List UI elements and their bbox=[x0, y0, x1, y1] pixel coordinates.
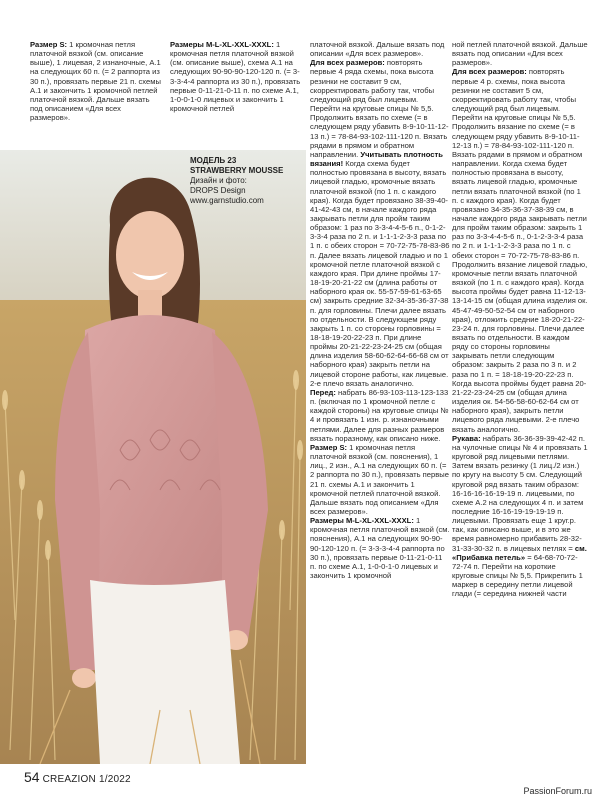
paragraph bbox=[310, 443, 450, 516]
paragraph-text: 1 кромочная петля платочной вязкой (см. описание выше), 1 лицевая, 2 изнаночные, А.1 на следующих 60 п. (= 2 раппорта из 30 п.), провязать первые 21 п. схемы А.1 и закончить 1 кромочной петлей платочной вязкой. Дальше вязать под описанием «Для всех размеров». bbox=[30, 40, 161, 123]
design-brand: DROPS Design bbox=[190, 186, 246, 195]
white-skirt bbox=[90, 580, 240, 764]
page-folio bbox=[24, 769, 131, 785]
paragraph-text: 1 кромочная петля платочной вязкой (см. описание выше), схема А.1 на следующих 90-90-90-120-120 п. (= 3-3-3-4-4 раппорта из 30 п.), провязать первые 0-11-21-0-11 п. по схеме А.1, 1-0-0-1-0 лицевых и закончить 1 кромочной петлей bbox=[170, 40, 301, 114]
site-watermark: PassionForum.ru bbox=[523, 786, 592, 796]
paragraph-text: повторять первые 4 ряда схемы, пока высота резинки не составит 9 см, скорректировать работу так, чтобы следующий ряд был лицевым. Перейти на круговые спицы № 5,5. Продолжить вязать по схеме (= в следующем ряду убавить 8-9-10-11-12-13 п.) = 78-84-93-102-111-120 п. Вязать рядами в прямом и обратном направлении. bbox=[310, 58, 449, 159]
paragraph-text: повторять первые 4 р. схемы, пока высота резинки не составит 5 см, скорректировать работу так, чтобы следующий ряд был лицевым. Перейти на круговые спицы № 5,5. Продолжить вязание по схеме (= в следующем ряду убавить 8-9-10-11-12-13 п.) = 78-84-93-102-111-120 п. Вязать рядами в прямом и обратном направлении. Когда схема будет полностью провязана в высоту, вязать лицевой гладью, кромочные петли вязать платочной вязкой (по 1 п. с каждого края). Когда будет провязано 34-35-36-37-38-39 см, в начале каждого ряда закрывать петли для пройм таким образом: закрыть 1 раз по 3-3-4-4-5-6 п., 0-1-2-3-3-4 раза по 2 п. и 1-1-1-2-3-3 раза по 1 п. с обеих сторон = 70-72-75-78-83-86 п. Продолжить вязание лицевой гладью, кромочные петли вязать платочной вязкой (по 1 п. с каждого края). Когда высота проймы будет равна 11-12-13-13-14-15 см (общая длина изделия ок. 45-47-49-50-52-54 см от наборного края), отложить средние 18-20-21-22-23-24 п. для горловины. Плечи далее вязать по отдельности. В каждом ряду со стороны горловины закрывать петли следующим образом: закрыть 2 раза по 3 п. и 2 раза по 1 п. = 18-18-19-20-22-23 п. Когда высота проймы будет равна 20-21-22-23-24-25 см (общая длина изделия ок. 54-56-58-60-62-64 см от наборного края), закрыть петли лицевого ряда лицевыми. 2-е плечо вязать аналогично. bbox=[452, 67, 588, 434]
photo-illustration bbox=[0, 150, 306, 764]
paragraph-text: 1 кромочная петля платочной вязкой (см. пояснения), А.1 на следующих 90-90-90-120-120 п. (= 3-3-3-4-4 раппорта по 30 п.), провязать первые 0-11-21-0-11 п. по схеме А.1, 1-0-0-1-0 лицевых и закончить 1 кромочной bbox=[310, 516, 450, 581]
paragraph-heading: Для всех размеров: bbox=[310, 58, 385, 68]
left-hand bbox=[72, 668, 96, 688]
model-number: МОДЕЛЬ 23 bbox=[190, 156, 237, 165]
paragraph-heading: Размеры M-L-XL-XXL-XXXL: bbox=[170, 40, 274, 49]
page-number: 54 bbox=[24, 769, 40, 785]
paragraph-heading: Перед: bbox=[310, 387, 336, 397]
text-column-3 bbox=[310, 40, 450, 580]
paragraph-text: = 64-68-70-72-72-74 п. Перейти на короткие круговые спицы № 5,5. Прикрепить 1 маркер в середину петли лицевой глади (= середина нижней части bbox=[452, 552, 583, 599]
magazine-name: CREAZION bbox=[42, 774, 96, 785]
paragraph-text: набрать 36-36-39-39-42-42 п. на чулочные спицы № 4 и провязать 1 круговой ряд лицевыми петлями. Затем вязать резинку (1 лиц./2 изн.) по кругу на высоту 5 см. Следующий круговой ряд вязать таким образом: 16-16-16-16-19-19 п. лицевыми, по схеме А.2 на следующих 4 п. и затем последние 16-16-19-19-19-19 п. лицевыми. Провязать еще 1 круг.р. так, как описано выше, и в это же время равномерно прибавить 28-32-31-33-30-32 п. в лицевых петлях = bbox=[452, 433, 588, 553]
paragraph-emphasis: см. «Прибавка петель» bbox=[452, 543, 587, 562]
magazine-issue: 1/2022 bbox=[98, 774, 131, 785]
paragraph-emphasis: Учитывать плотность вязания! bbox=[310, 149, 443, 169]
paragraph bbox=[170, 40, 302, 113]
paragraph-text: набрать 86-93-103-113-123-133 п. (включая по 1 кромочной петле с каждой стороны) на круговые спицы № 4 и провязать 1 изн. р. изнаночными петлями. Далее для разных размеров вязать поразному, как описано ниже. bbox=[310, 387, 449, 443]
paragraph bbox=[30, 40, 162, 122]
sweater-body bbox=[80, 315, 232, 588]
photo-caption bbox=[190, 156, 300, 206]
paragraph-heading: Размер S: bbox=[310, 442, 348, 452]
paragraph bbox=[310, 58, 450, 388]
model-photo bbox=[0, 150, 306, 764]
paragraph-heading: Размер S: bbox=[30, 40, 68, 49]
design-credit: Дизайн и фото: bbox=[190, 176, 247, 185]
text-column-1 bbox=[30, 40, 162, 122]
text-column-2 bbox=[170, 40, 302, 113]
paragraph bbox=[310, 516, 450, 580]
text-column-4 bbox=[452, 40, 588, 599]
paragraph: ной петлей платочной вязкой. Дальше вязать под описании «Для всех размеров». bbox=[452, 40, 588, 68]
paragraph-heading: Размеры M-L-XL-XXL-XXXL: bbox=[310, 516, 414, 526]
paragraph: платочной вязкой. Дальше вязать под описании «Для всех размеров». bbox=[310, 40, 445, 59]
paragraph-text: 1 кромочная петля платочной вязкой (см. пояснения), 1 лиц., 2 изн., А.1 на следующих 60 п. (= 2 раппорта по 30 п.), провязать первые 21 п. схемы А.1 и закончить 1 кромочной петлей платочной вязкой. Дальше вязать под описанием «Для всех размеров». bbox=[310, 442, 449, 516]
paragraph-text: Когда схема будет полностью провязана в высоту, вязать лицевой гладью, кромочные вязать платочной вязкой (по 1 п. с каждого края). Когда будет провязано 38-39-40-41-42-43 см, в начале каждого ряда закрывать петли для пройм таким образом: 1 раз по 3-3-4-4-5-6 п., 0-1-2-3-3-4 раза по 2 п. и 1-1-1-2-3-3 раза по 1 п. с обеих сторон = 70-72-75-78-83-86 п. Далее вязать лицевой гладью и по 1 кромочной петле платочной вязкой с каждого края. При длине проймы 17-18-19-20-21-22 см (длина работы от наборного края ок. 55-57-59-61-63-65 см) закрыть средние 32-34-35-36-37-38 п. для горловины. Плечи далее вязать по отдельности. В следующем ряду закрыть 1 п. со стороны горловины = 18-18-19-20-22-23 п. При длине проймы 20-21-22-23-24-25 см (общая длина изделия 58-60-62-64-66-68 см от наборного края) закрыть петли на лицевой стороне работы, как лицевые. 2-е плечо вязать аналогично. bbox=[310, 159, 450, 388]
paragraph bbox=[310, 388, 450, 443]
neck bbox=[138, 290, 162, 316]
paragraph-heading: Для всех размеров: bbox=[452, 67, 527, 77]
paragraph bbox=[452, 434, 588, 599]
face bbox=[116, 211, 184, 299]
paragraph-heading: Рукава: bbox=[452, 433, 481, 443]
model-name: STRAWBERRY MOUSSE bbox=[190, 166, 284, 175]
paragraph bbox=[452, 67, 588, 433]
design-website: www.garnstudio.com bbox=[190, 196, 264, 205]
